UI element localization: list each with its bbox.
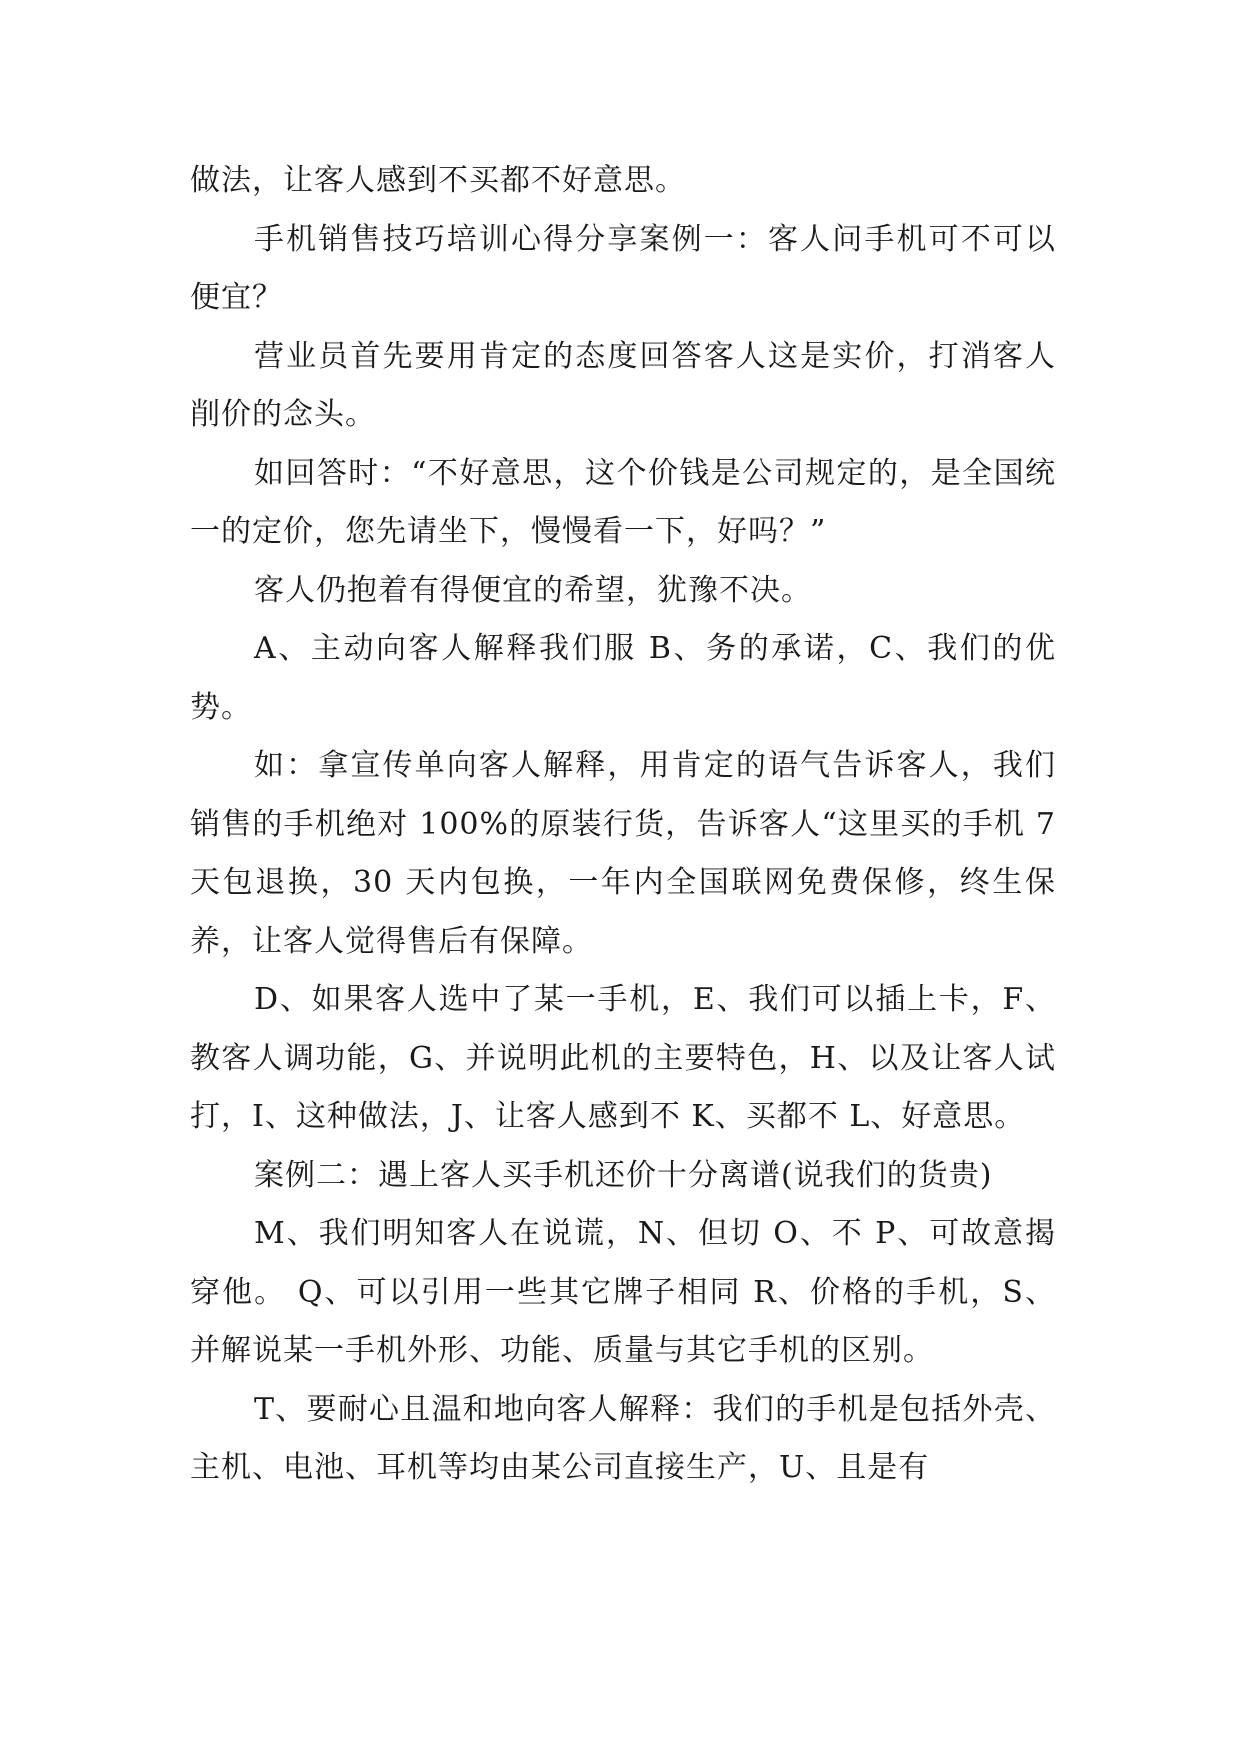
paragraph-3: 营业员首先要用肯定的态度回答客人这是实价，打消客人削价的念头。 xyxy=(190,338,1056,432)
paragraph-1: 做法，让客人感到不买都不好意思。 xyxy=(190,163,686,198)
paragraph-7: 如：拿宣传单向客人解释，用肯定的语气告诉客人，我们销售的手机绝对 100%的原装行货，告诉客人“这里买的手机 7 天包退换，30 天内包换，一年内全国联网免费保修，终生保养，让客人觉得售后有保障。 xyxy=(190,748,1067,959)
paragraph-2: 手机销售技巧培训心得分享案例一：客人问手机可不可以便宜？ xyxy=(190,221,1056,315)
paragraph-11: T、要耐心且温和地向客人解释：我们的手机是包括外壳、主机、电池、耳机等均由某公司直接生产，U、且是有 xyxy=(190,1391,1056,1485)
paragraph-10: M、我们明知客人在说谎，N、但切 O、不 P、可故意揭穿他。 Q、可以引用一些其它牌子相同 R、价格的手机，S、并解说某一手机外形、功能、质量与其它手机的区别。 xyxy=(190,1216,1056,1368)
document-page xyxy=(190,152,1067,1498)
paragraph-5: 客人仍抱着有得便宜的希望，犹豫不决。 xyxy=(254,572,812,608)
paragraph-8: D、如果客人选中了某一手机，E、我们可以插上卡，F、教客人调功能，G、并说明此机的主要特色，H、以及让客人试打，I、这种做法，J、让客人感到不 K、买都不 L、好意思。 xyxy=(190,982,1056,1134)
paragraph-6: A、主动向客人解释我们服 B、务的承诺，C、我们的优势。 xyxy=(190,631,1056,725)
paragraph-4: 如回答时：“不好意思，这个价钱是公司规定的，是全国统一的定价，您先请坐下，慢慢看一下，好吗？” xyxy=(190,455,1056,549)
paragraph-9: 案例二：遇上客人买手机还价十分离谱(说我们的货贵) xyxy=(254,1157,993,1193)
